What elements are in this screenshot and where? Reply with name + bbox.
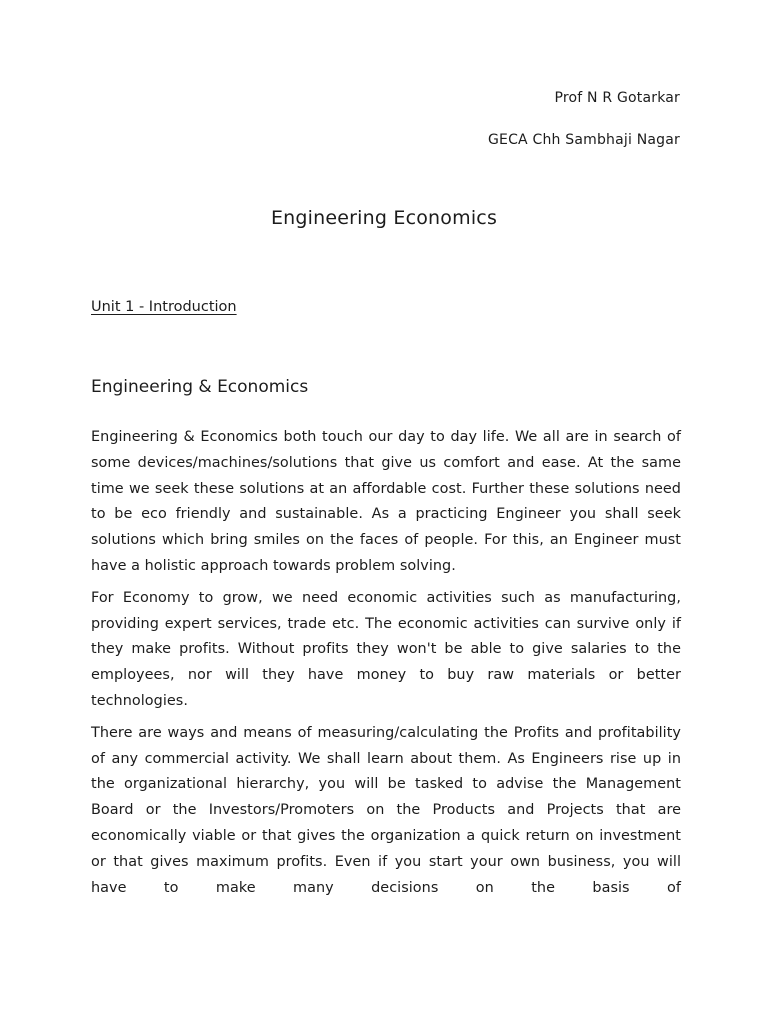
paragraph: Engineering & Economics both touch our day to day life. We all are in search of some devices/machines/solutions that give us comfort and ease. At the same time we seek these solutions at an affordable cost. Further these solutions need to be eco friendly and sustainable. As a practicing Engineer you shall seek solutions which bring smiles on the faces of people. For this, an Engineer must have a holistic approach towards problem solving. bbox=[91, 429, 681, 574]
paragraph: There are ways and means of measuring/calculating the Profits and profitability of any commercial activity. We shall learn about them. As Engineers rise up in the organizational hierarchy, you will be tasked to advise the Management Board or the Investors/Promoters on the Products and Projects that are economically viable or that gives the organization a quick return on investment or that gives maximum profits. Even if you start your own business, you will have to make many decisions on the basis of bbox=[91, 724, 681, 896]
document-title: Engineering Economics bbox=[270, 207, 498, 229]
document-body bbox=[91, 425, 681, 907]
author-institution: GECA Chh Sambhaji Nagar bbox=[487, 132, 680, 148]
author-name: Prof N R Gotarkar bbox=[554, 90, 680, 106]
paragraph: For Economy to grow, we need economic activities such as manufacturing, providing expert services, trade etc. The economic activities can survive only if they make profits. Without profits they won't be able to give salaries to the employees, nor will they have money to buy raw materials or better technologies. bbox=[91, 589, 681, 709]
unit-heading: Unit 1 - Introduction bbox=[91, 299, 237, 315]
section-heading: Engineering & Economics bbox=[91, 377, 309, 397]
